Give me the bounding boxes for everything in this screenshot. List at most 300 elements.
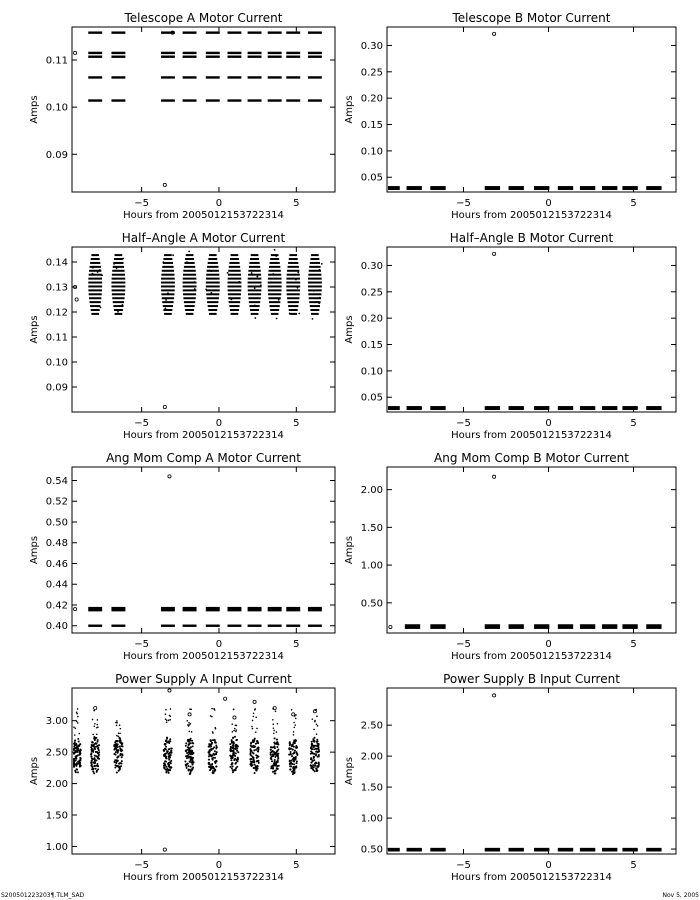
- data-row: [288, 305, 298, 307]
- data-point: [90, 762, 92, 764]
- outlier-point: [389, 625, 392, 628]
- data-point: [74, 734, 76, 736]
- y-tick-label: 0.11: [45, 55, 68, 67]
- data-point: [313, 759, 315, 761]
- data-point: [212, 748, 214, 750]
- y-tick-label: 0.10: [360, 366, 383, 378]
- data-band: [485, 848, 500, 850]
- y-tick-label: 2.00: [360, 485, 383, 497]
- data-band: [183, 56, 197, 58]
- data-point: [121, 760, 123, 762]
- data-point: [319, 269, 321, 271]
- data-point: [116, 749, 118, 751]
- data-band: [88, 607, 102, 609]
- data-point: [310, 765, 312, 767]
- data-row: [286, 278, 300, 280]
- data-band: [286, 52, 300, 54]
- data-point: [187, 744, 189, 746]
- data-band: [646, 406, 661, 408]
- data-point: [115, 751, 117, 753]
- data-point: [101, 274, 103, 276]
- data-row: [161, 278, 175, 280]
- data-point: [256, 740, 258, 742]
- footer-file-label: S200501223203¶.TLM_SAD: [1, 892, 85, 899]
- data-point: [276, 262, 278, 264]
- y-axis-label: Amps: [29, 535, 40, 565]
- data-point: [236, 750, 238, 752]
- data-point: [189, 773, 191, 775]
- data-row: [287, 297, 299, 299]
- data-row: [114, 309, 123, 311]
- data-point: [292, 744, 294, 746]
- data-row: [113, 266, 124, 268]
- data-point: [258, 762, 260, 764]
- data-point: [316, 743, 318, 745]
- data-point: [314, 720, 316, 722]
- data-band: [268, 76, 282, 78]
- data-row: [270, 305, 280, 307]
- data-point: [253, 713, 255, 715]
- y-tick-label: 0.15: [360, 340, 383, 352]
- data-point: [185, 750, 187, 752]
- data-band: [88, 52, 102, 54]
- data-point: [257, 750, 259, 752]
- data-point: [289, 765, 291, 767]
- data-row: [229, 305, 239, 307]
- data-point: [170, 708, 172, 710]
- x-tick-label: 0: [545, 860, 552, 871]
- data-point: [318, 302, 320, 304]
- data-point: [273, 745, 275, 747]
- data-point: [277, 768, 279, 770]
- data-row: [184, 305, 194, 307]
- data-point: [119, 732, 121, 734]
- data-point: [310, 762, 312, 764]
- data-row: [289, 313, 297, 315]
- data-row: [287, 293, 300, 295]
- data-row: [208, 309, 217, 311]
- data-point: [77, 708, 79, 710]
- data-point: [272, 273, 274, 275]
- data-row: [207, 270, 219, 272]
- data-row: [185, 309, 194, 311]
- data-point: [316, 741, 318, 743]
- data-point: [293, 757, 295, 759]
- data-point: [97, 719, 99, 721]
- data-row: [289, 258, 298, 260]
- data-band: [646, 627, 661, 629]
- data-band: [248, 607, 262, 609]
- data-point: [170, 716, 172, 718]
- data-point: [231, 739, 233, 741]
- data-row: [250, 309, 259, 311]
- data-point: [311, 743, 313, 745]
- data-row: [248, 293, 261, 295]
- chart-panel-3: [29, 231, 335, 441]
- data-point: [188, 769, 190, 771]
- outlier-point: [493, 694, 496, 697]
- data-point: [249, 763, 251, 765]
- data-band: [308, 56, 322, 58]
- data-point: [119, 741, 121, 743]
- data-point: [253, 759, 255, 761]
- data-point: [186, 720, 188, 722]
- data-row: [287, 274, 300, 276]
- data-point: [236, 739, 238, 741]
- data-point: [293, 731, 295, 733]
- data-point: [77, 749, 79, 751]
- data-point: [192, 745, 194, 747]
- data-point: [291, 755, 293, 757]
- data-point: [211, 742, 213, 744]
- data-point: [208, 755, 210, 757]
- data-point: [93, 745, 95, 747]
- data-point: [185, 266, 187, 268]
- data-row: [268, 289, 282, 291]
- data-point: [275, 255, 277, 257]
- data-row: [111, 282, 125, 284]
- data-point: [296, 754, 298, 756]
- data-point: [293, 763, 295, 765]
- data-row: [311, 313, 319, 315]
- data-point: [232, 747, 234, 749]
- data-point: [293, 751, 295, 753]
- y-tick-label: 0.13: [45, 282, 68, 294]
- data-row: [248, 274, 261, 276]
- x-tick-label: 0: [545, 418, 552, 429]
- data-point: [96, 756, 98, 758]
- data-point: [313, 748, 315, 750]
- data-point: [293, 305, 295, 307]
- data-point: [289, 769, 291, 771]
- data-point: [276, 746, 278, 748]
- data-point: [229, 766, 231, 768]
- data-band: [206, 609, 220, 611]
- data-point: [212, 766, 214, 768]
- data-band: [88, 56, 102, 58]
- data-point: [293, 722, 295, 724]
- y-axis-label: Amps: [344, 756, 355, 786]
- data-band: [111, 52, 125, 54]
- data-row: [183, 274, 196, 276]
- x-tick-label: 5: [293, 860, 300, 871]
- data-point: [319, 297, 321, 299]
- data-point: [251, 726, 253, 728]
- data-point: [165, 740, 167, 742]
- y-axis-label: Amps: [29, 95, 40, 124]
- data-clusters: [405, 624, 662, 629]
- data-point: [113, 745, 115, 747]
- data-point: [255, 716, 257, 718]
- data-point: [216, 765, 218, 767]
- outlier-point: [493, 32, 496, 35]
- data-band: [248, 625, 262, 627]
- data-point: [274, 772, 276, 774]
- data-band: [534, 848, 549, 850]
- data-point: [116, 725, 118, 727]
- y-axis-label: Amps: [344, 535, 355, 565]
- data-point: [97, 724, 99, 726]
- data-point: [185, 763, 187, 765]
- data-point: [192, 753, 194, 755]
- data-point: [194, 288, 196, 290]
- data-band: [509, 624, 524, 626]
- data-point: [190, 766, 192, 768]
- data-point: [76, 711, 78, 713]
- data-point: [122, 304, 124, 306]
- footer-date-label: Nov 5, 2005: [662, 892, 699, 899]
- data-row: [308, 289, 322, 291]
- data-row: [268, 274, 281, 276]
- data-point: [186, 755, 188, 757]
- data-band: [183, 31, 197, 33]
- data-point: [289, 763, 291, 765]
- data-point: [165, 757, 167, 759]
- data-row: [206, 289, 220, 291]
- data-band: [580, 406, 595, 408]
- data-point: [273, 730, 275, 732]
- data-band: [646, 186, 661, 188]
- data-point: [211, 716, 213, 718]
- data-band: [268, 609, 282, 611]
- data-point: [117, 736, 119, 738]
- data-point: [252, 720, 254, 722]
- data-point: [215, 753, 217, 755]
- data-point: [235, 767, 237, 769]
- data-row: [310, 305, 320, 307]
- data-row: [163, 309, 172, 311]
- data-row: [91, 309, 100, 311]
- data-point: [253, 749, 255, 751]
- data-clusters: [73, 708, 320, 775]
- data-row: [248, 270, 260, 272]
- data-band: [308, 52, 322, 54]
- data-point: [313, 766, 315, 768]
- data-band: [227, 99, 241, 101]
- data-point: [228, 301, 230, 303]
- data-band: [558, 186, 573, 188]
- data-point: [96, 770, 98, 772]
- data-row: [248, 282, 262, 284]
- data-point: [231, 762, 233, 764]
- data-point: [276, 750, 278, 752]
- data-row: [228, 297, 240, 299]
- data-row: [268, 293, 281, 295]
- data-band: [430, 627, 445, 629]
- data-band: [388, 848, 400, 850]
- data-row: [89, 297, 101, 299]
- y-axis-label: Amps: [344, 95, 355, 124]
- data-point: [252, 728, 254, 730]
- data-point: [188, 731, 190, 733]
- data-point: [211, 708, 213, 710]
- data-point: [295, 718, 297, 720]
- data-band: [286, 609, 300, 611]
- data-point: [79, 733, 81, 735]
- data-point: [75, 727, 77, 729]
- data-point: [254, 738, 256, 740]
- data-row: [288, 266, 299, 268]
- data-point: [170, 754, 172, 756]
- data-band: [407, 406, 422, 408]
- data-band: [161, 76, 175, 78]
- data-point: [255, 765, 257, 767]
- data-point: [255, 754, 257, 756]
- data-point: [296, 747, 298, 749]
- data-point: [117, 743, 119, 745]
- data-band: [485, 627, 500, 629]
- data-row: [163, 258, 172, 260]
- data-point: [170, 750, 172, 752]
- data-row: [163, 262, 173, 264]
- data-point: [166, 721, 168, 723]
- data-point: [276, 731, 278, 733]
- x-axis-label: Hours from 2005012153722314: [123, 872, 284, 883]
- data-band: [111, 625, 125, 627]
- data-row: [268, 278, 282, 280]
- data-point: [232, 771, 234, 773]
- data-row: [162, 270, 174, 272]
- data-row: [90, 266, 101, 268]
- data-point: [168, 740, 170, 742]
- data-band: [161, 609, 175, 611]
- x-tick-label: −5: [456, 198, 471, 209]
- data-row: [164, 313, 172, 315]
- data-point: [97, 747, 99, 749]
- data-point: [276, 318, 278, 320]
- x-tick-label: 5: [293, 639, 300, 650]
- data-point: [96, 734, 98, 736]
- data-row: [209, 313, 217, 315]
- data-row: [113, 301, 124, 303]
- data-point: [114, 278, 116, 280]
- data-row: [288, 262, 298, 264]
- data-band: [286, 76, 300, 78]
- data-point: [93, 772, 95, 774]
- data-row: [287, 270, 299, 272]
- x-tick-label: 5: [293, 198, 300, 209]
- data-band: [308, 31, 322, 33]
- data-point: [169, 756, 171, 758]
- data-band: [248, 31, 262, 33]
- data-band: [111, 56, 125, 58]
- data-row: [249, 266, 260, 268]
- data-row: [91, 258, 100, 260]
- outlier-point: [168, 689, 171, 692]
- x-tick-label: 5: [293, 418, 300, 429]
- data-point: [189, 752, 191, 754]
- data-band: [534, 627, 549, 629]
- data-band: [227, 609, 241, 611]
- data-point: [213, 708, 215, 710]
- data-row: [289, 309, 298, 311]
- data-point: [93, 765, 95, 767]
- data-point: [190, 708, 192, 710]
- data-point: [166, 770, 168, 772]
- data-row: [161, 289, 175, 291]
- data-point: [273, 762, 275, 764]
- data-point: [185, 745, 187, 747]
- data-row: [251, 254, 259, 256]
- data-point: [311, 752, 313, 754]
- data-point: [295, 751, 297, 753]
- data-point: [99, 269, 101, 271]
- data-point: [235, 752, 237, 754]
- data-band: [485, 186, 500, 188]
- data-point: [315, 753, 317, 755]
- data-point: [210, 270, 212, 272]
- data-band: [248, 52, 262, 54]
- data-band: [286, 56, 300, 58]
- data-point: [297, 287, 299, 289]
- data-band: [111, 609, 125, 611]
- data-point: [278, 765, 280, 767]
- data-point: [270, 753, 272, 755]
- data-band: [407, 186, 422, 188]
- data-point: [115, 740, 117, 742]
- data-row: [114, 258, 123, 260]
- data-band: [183, 607, 197, 609]
- data-point: [75, 758, 77, 760]
- x-tick-label: 0: [215, 198, 223, 209]
- data-row: [164, 254, 172, 256]
- data-point: [235, 729, 237, 731]
- data-point: [183, 270, 185, 272]
- data-point: [166, 719, 168, 721]
- data-point: [120, 728, 122, 730]
- data-point: [92, 768, 94, 770]
- data-row: [249, 301, 260, 303]
- chart-panel-7: [29, 672, 335, 883]
- data-point: [121, 754, 123, 756]
- y-tick-label: 0.10: [45, 357, 68, 369]
- data-point: [272, 767, 274, 769]
- data-point: [165, 713, 167, 715]
- data-row: [183, 278, 197, 280]
- data-point: [230, 299, 232, 301]
- data-point: [233, 262, 235, 264]
- data-point: [312, 764, 314, 766]
- data-row: [308, 282, 322, 284]
- data-point: [163, 750, 165, 752]
- data-point: [73, 752, 75, 754]
- data-row: [91, 254, 99, 256]
- data-band: [308, 607, 322, 609]
- y-tick-label: 0.25: [360, 287, 383, 299]
- data-point: [314, 737, 316, 739]
- data-point: [188, 250, 190, 252]
- x-tick-label: 0: [215, 860, 223, 871]
- data-point: [253, 752, 255, 754]
- data-point: [208, 270, 210, 272]
- data-point: [97, 765, 99, 767]
- data-point: [114, 766, 116, 768]
- data-point: [278, 299, 280, 301]
- data-point: [295, 756, 297, 758]
- x-tick-label: 0: [545, 198, 552, 209]
- data-point: [254, 287, 256, 289]
- data-row: [111, 285, 125, 287]
- data-point: [92, 267, 94, 269]
- data-row: [88, 278, 102, 280]
- data-point: [231, 742, 233, 744]
- data-row: [162, 297, 174, 299]
- data-point: [191, 740, 193, 742]
- data-point: [189, 740, 191, 742]
- data-point: [119, 724, 121, 726]
- data-point: [114, 748, 116, 750]
- data-band: [88, 31, 102, 33]
